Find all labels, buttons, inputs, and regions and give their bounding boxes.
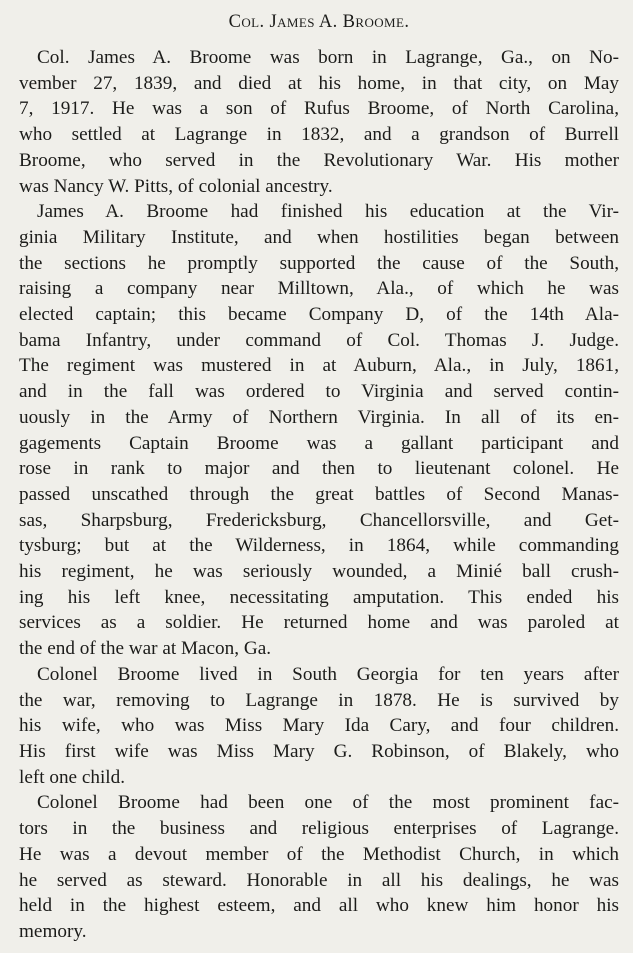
text-line: rose in rank to major and then to lieutenant colonel. He [19,458,619,480]
text-line: ginia Military Institute, and when hostilities began between [19,226,619,248]
text-line: who settled at Lagrange in 1832, and a grandson of Burrell [19,124,619,146]
document-page [19,0,619,945]
paragraph [19,790,619,944]
text-line: his regiment, he was seriously wounded, a Minié ball crush- [19,561,619,583]
text-line: gagements Captain Broome was a gallant participant and [19,432,619,454]
text-line: he served as steward. Honorable in all his dealings, he was [19,869,619,891]
text-line: Colonel Broome lived in South Georgia for ten years after [37,663,619,685]
text-line: ing his left knee, necessitating amputation. This ended his [19,586,619,608]
article-body [19,45,619,945]
text-line: and in the fall was ordered to Virginia and served contin- [19,381,619,403]
text-line: raising a company near Milltown, Ala., of which he was [19,278,619,300]
text-line: The regiment was mustered in at Auburn, Ala., in July, 1861, [19,355,619,377]
text-line: the sections he promptly supported the cause of the South, [19,252,619,274]
text-line: the end of the war at Macon, Ga. [19,638,272,660]
text-line: his wife, who was Miss Mary Ida Cary, and four children. [19,715,619,737]
text-line: was Nancy W. Pitts, of colonial ancestry. [19,175,333,197]
text-line: the war, removing to Lagrange in 1878. He is survived by [19,689,619,711]
text-line: Colonel Broome had been one of the most prominent fac- [37,792,619,814]
text-line: held in the highest esteem, and all who knew him honor his [19,895,619,917]
text-line: services as a soldier. He returned home and was paroled at [19,612,619,634]
text-line: bama Infantry, under command of Col. Thomas J. Judge. [19,329,619,351]
text-line: James A. Broome had finished his education at the Vir- [37,201,619,223]
text-line: He was a devout member of the Methodist Church, in which [19,843,619,865]
text-line: Col. James A. Broome was born in Lagrange, Ga., on No- [37,47,619,68]
text-line: left one child. [19,766,126,788]
text-line: tysburg; but at the Wilderness, in 1864, while commanding [19,535,619,557]
text-line: elected captain; this became Company D, of the 14th Ala- [19,304,619,326]
text-line: uously in the Army of Northern Virginia. In all of its en- [19,406,619,428]
text-line: memory. [19,920,87,942]
paragraph [19,45,619,199]
text-line: tors in the business and religious enterprises of Lagrange. [19,818,619,840]
paragraph [19,662,619,791]
article-title: Col. James A. Broome. [228,12,410,32]
text-line: passed unscathed through the great battles of Second Manas- [19,483,619,505]
text-line: 7, 1917. He was a son of Rufus Broome, of North Carolina, [19,98,619,120]
text-line: Broome, who served in the Revolutionary War. His mother [19,149,619,171]
text-line: vember 27, 1839, and died at his home, in that city, on May [19,72,619,94]
paragraph [19,199,619,662]
text-line: His first wife was Miss Mary G. Robinson, of Blakely, who [19,740,619,762]
text-line: sas, Sharpsburg, Fredericksburg, Chancellorsville, and Get- [19,509,619,531]
